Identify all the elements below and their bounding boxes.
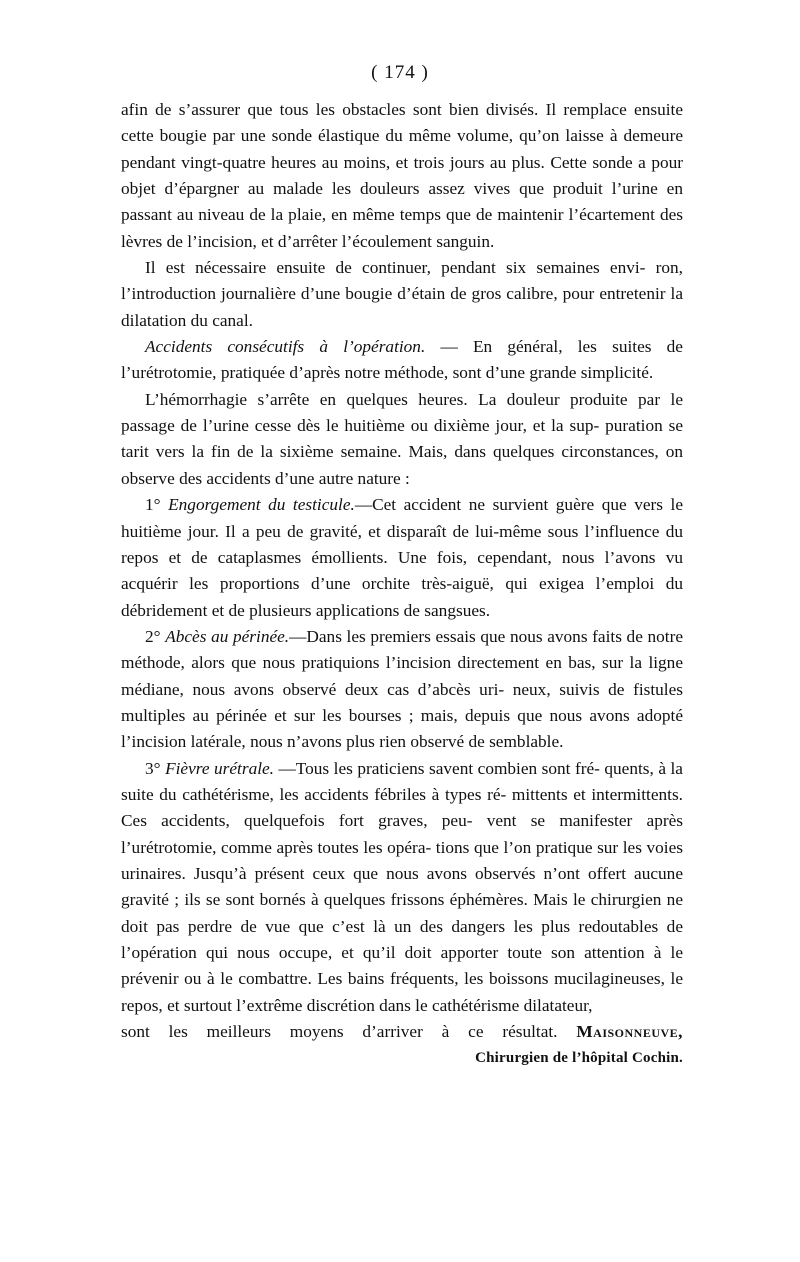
item-text: —Tous les praticiens savent combien sont fré- quents, à la suite du cathétérisme, les accidents fébriles à types ré- mittents et intermittents. Ces accidents, quelquefois fort graves, peu- vent se manifester après l’urétrotomie, comme après toutes les opéra- tions que l’on pratique sur les voies urinaires. Jusqu’à présent ceux que nous avons observés n’ont offert aucune gravité ; ils se sont bornés à quelques frissons éphémères. Mais le chirurgien ne doit pas perdre de vue que c’est là un des dangers les plus redoutables de l’opération qui nous occupe, et qu’il doit apporter toute son attention à le prévenir ou à le combattre. Les bains fréquents, les boissons mucilagineuses, le repos, et surtout l’extrême discrétion dans le cathétérisme dilatateur, xyxy=(121,758,683,1015)
author-name: Maisonneuve, xyxy=(576,1022,683,1042)
closing-line xyxy=(121,1019,683,1045)
hemorrhage-paragraph: L’hémorrhagie s’arrête en quelques heures. La douleur produite par le passage de l’urine cesse dès le huitième ou dixième jour, et la sup- puration se tarit vers la fin de la sixième semaine. Mais, dans quelques circonstances, on observe des accidents d’une autre nature : xyxy=(121,389,683,488)
author-title: Chirurgien de l’hôpital Cochin. xyxy=(475,1050,683,1067)
item-text: —Cet accident ne survient guère que vers le huitième jour. Il a peu de gravité, et disparaît de lui-même sous l’influence du repos et de cataplasmes émollients. Une fois, cependant, nous l’avons vu acquérir les proportions d’une orchite très-aiguë, qui exigea l’emploi du débridement et de plusieurs applications de sangsues. xyxy=(121,495,683,620)
list-item-fievre xyxy=(121,756,683,1019)
continuation-paragraph: Il est nécessaire ensuite de continuer, pendant six semaines envi- ron, l’introduction journalière d’une bougie d’étain de gros calibre, pour entretenir la dilatation du canal. xyxy=(121,258,683,330)
item-number: 2° xyxy=(145,626,161,646)
item-number: 3° xyxy=(145,758,161,778)
accidents-text: — En général, les suites de l’urétrotomie, pratiquée d’après notre méthode, sont d’une grande simplicité. xyxy=(121,337,683,383)
list-item-testicule xyxy=(121,492,683,624)
page-number: ( 174 ) xyxy=(371,62,429,83)
item-heading: Abcès au périnée. xyxy=(165,626,290,646)
closing-text: sont les meilleurs moyens d’arriver à ce résultat. xyxy=(121,1022,558,1042)
item-text: —Dans les premiers essais que nous avons faits de notre méthode, alors que nous pratiquions l’incision directement en bas, sur la ligne médiane, nous avons observé deux cas d’abcès uri- neux, suivis de fistules multiples au périnée et sur les bourses ; mais, depuis que nous avons adopté l’incision latérale, nous n’avons plus rien observé de semblable. xyxy=(121,626,683,752)
item-number: 1° xyxy=(145,495,161,515)
item-heading: Engorgement du testicule. xyxy=(168,495,355,515)
accidents-paragraph xyxy=(121,334,683,387)
article-body xyxy=(121,97,683,1071)
intro-paragraph: afin de s’assurer que tous les obstacles sont bien divisés. Il remplace ensuite cette bougie par une sonde élastique du même volume, qu’on laisse à demeure pendant vingt-quatre heures au moins, et trois jours au plus. Cette sonde a pour objet d’épargner au malade les douleurs assez vives que produit l’urine en passant au niveau de la plaie, en même temps que de maintenir l’écartement des lèvres de l’incision, et d’arrêter l’écoulement sanguin. xyxy=(121,100,683,251)
accidents-heading: Accidents consécutifs à l’opération. xyxy=(145,337,426,357)
item-heading: Fièvre urétrale. xyxy=(165,758,275,778)
list-item-abces xyxy=(121,624,683,756)
